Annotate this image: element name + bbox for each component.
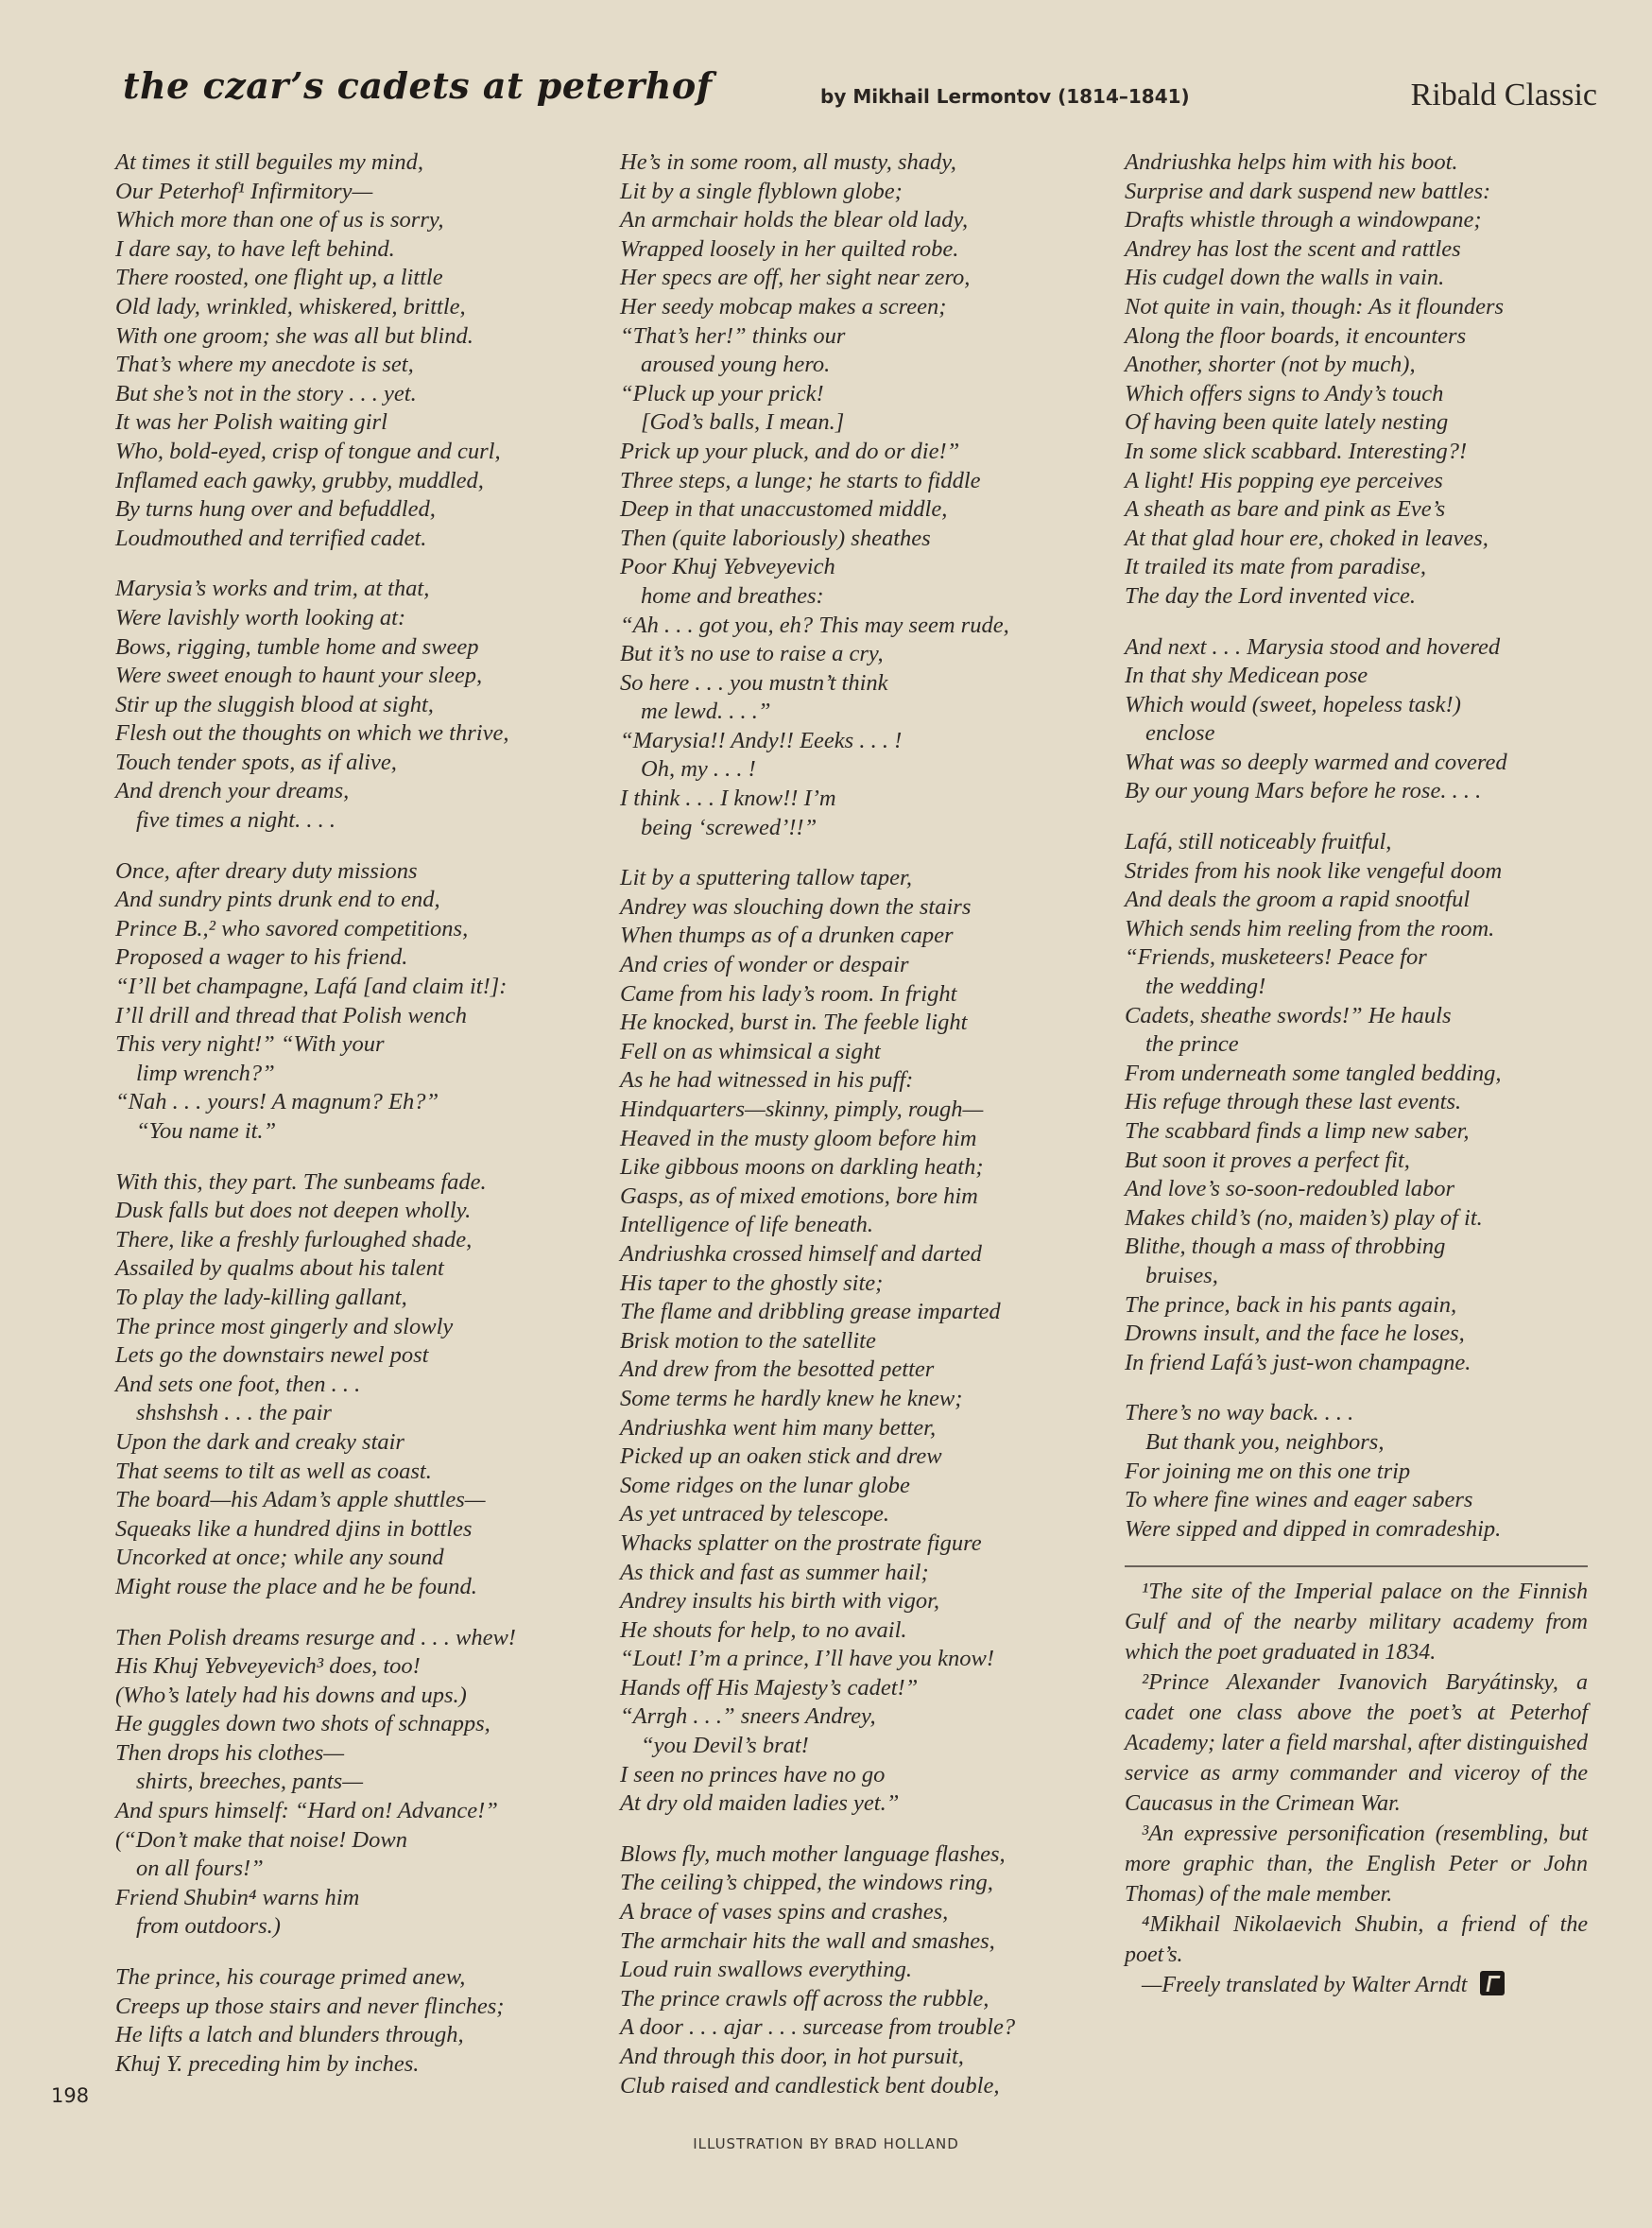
poem-line: He shouts for help, to no avail. bbox=[620, 1616, 907, 1643]
poem-line: The ceiling’s chipped, the windows ring, bbox=[620, 1870, 993, 1896]
poem-line: being ‘screwed’!!” bbox=[641, 814, 817, 840]
poem-line: Lit by a sputtering tallow taper, bbox=[620, 865, 912, 891]
poem-line: For joining me on this one trip bbox=[1125, 1458, 1411, 1484]
footnote-3: ³An expressive personification (resembling, but more graphic than, the English Peter or John Thomas) of the male member. bbox=[1125, 1822, 1588, 1908]
poem-line: Blithe, though a mass of throbbing bbox=[1125, 1234, 1446, 1260]
poem-line: Andrey insults his birth with vigor, bbox=[620, 1588, 940, 1615]
poem-line: He guggles down two shots of schnapps, bbox=[115, 1711, 490, 1737]
poem-line: As yet untraced by telescope. bbox=[620, 1501, 890, 1528]
poem-line: And spurs himself: “Hard on! Advance!” bbox=[115, 1798, 498, 1824]
poem-line: “Pluck up your prick! bbox=[620, 380, 824, 406]
article-byline: by Mikhail Lermontov (1814–1841) bbox=[820, 85, 1190, 108]
poem-line: “You name it.” bbox=[136, 1118, 277, 1144]
stanza bbox=[115, 575, 607, 835]
poem-line: Touch tender spots, as if alive, bbox=[115, 749, 397, 775]
stanza bbox=[115, 1963, 607, 2079]
stanza bbox=[115, 1168, 607, 1602]
poem-line: “Nah . . . yours! A magnum? Eh?” bbox=[115, 1089, 439, 1115]
poem-line: But soon it proves a perfect fit, bbox=[1125, 1147, 1410, 1173]
poem-line: It trailed its mate from paradise, bbox=[1125, 554, 1426, 580]
poem-line: Drowns insult, and the face he loses, bbox=[1125, 1321, 1465, 1347]
poem-column-2 bbox=[620, 148, 1111, 2122]
poem-line: And cries of wonder or despair bbox=[620, 952, 909, 978]
poem-line: His refuge through these last events. bbox=[1125, 1089, 1462, 1115]
poem-line: Strides from his nook like vengeful doom bbox=[1125, 857, 1503, 884]
translator-credit-line bbox=[1125, 1970, 1588, 2000]
poem-line: Cadets, sheathe swords!” He hauls bbox=[1125, 1002, 1452, 1028]
stanza bbox=[1125, 633, 1616, 807]
poem-line: (Who’s lately had his downs and ups.) bbox=[115, 1682, 467, 1708]
poem-line: In that shy Medicean pose bbox=[1125, 663, 1368, 689]
poem-line: Of having been quite lately nesting bbox=[1125, 409, 1449, 436]
poem-line: the prince bbox=[1145, 1031, 1239, 1058]
poem-line: And love’s so-soon-redoubled labor bbox=[1125, 1176, 1455, 1202]
poem-line: With this, they part. The sunbeams fade. bbox=[115, 1168, 487, 1195]
poem-line: Lets go the downstairs newel post bbox=[115, 1342, 429, 1369]
poem-line: aroused young hero. bbox=[641, 352, 831, 378]
poem-line: And through this door, in hot pursuit, bbox=[620, 2044, 964, 2069]
poem-line: Khuj Y. preceding him by inches. bbox=[115, 2050, 420, 2077]
poem-line: He knocked, burst in. The feeble light bbox=[620, 1010, 968, 1036]
stanza bbox=[620, 864, 1111, 1819]
poem-line: Along the floor boards, it encounters bbox=[1125, 322, 1467, 349]
stanza bbox=[620, 1840, 1111, 2100]
poem-line: Surprise and dark suspend new battles: bbox=[1125, 178, 1491, 204]
poem-line: This very night!” “With your bbox=[115, 1031, 385, 1058]
poem-line: Assailed by qualms about his talent bbox=[115, 1255, 444, 1282]
poem-line: Some terms he hardly knew he knew; bbox=[620, 1385, 963, 1411]
poem-line: A brace of vases spins and crashes, bbox=[620, 1899, 949, 1926]
poem-line: “I’ll bet champagne, Lafá [and claim it!]: bbox=[115, 974, 508, 1000]
stanza bbox=[115, 1624, 607, 1943]
poem-line: Drafts whistle through a windowpane; bbox=[1125, 207, 1482, 233]
stanza bbox=[1125, 148, 1616, 612]
poem-line: Fell on as whimsical a sight bbox=[620, 1038, 881, 1064]
poem-line: At dry old maiden ladies yet.” bbox=[620, 1790, 900, 1817]
poem-line: five times a night. . . . bbox=[136, 807, 336, 834]
poem-line: Not quite in vain, though: As it flounders bbox=[1125, 293, 1505, 320]
poem-line: Were sipped and dipped in comradeship. bbox=[1125, 1515, 1502, 1542]
poem-line: Lafá, still noticeably fruitful, bbox=[1125, 829, 1392, 855]
poem-line: from outdoors.) bbox=[136, 1913, 281, 1940]
article-header bbox=[123, 64, 1597, 121]
footnote-2: ²Prince Alexander Ivanovich Baryátinsky, a cadet one class above the poet’s at Peterhof Academy; later a field marshal, after distinguished service as army commander and viceroy of the Caucasus in the Crimean War. bbox=[1125, 1670, 1588, 1817]
poem-line: Picked up an oaken stick and drew bbox=[620, 1443, 942, 1470]
poem-line: Our Peterhof¹ Infirmitory— bbox=[115, 178, 373, 204]
poem-line: [God’s balls, I mean.] bbox=[641, 409, 845, 436]
poem-line: As thick and fast as summer hail; bbox=[620, 1559, 929, 1585]
poem-line: In friend Lafá’s just-won champagne. bbox=[1125, 1349, 1471, 1375]
illustration-credit: ILLUSTRATION BY BRAD HOLLAND bbox=[693, 2135, 959, 2152]
poem-line: Her specs are off, her sight near zero, bbox=[620, 265, 971, 291]
rabbit-head-logo-icon bbox=[1480, 1971, 1505, 1995]
poem-line: Bows, rigging, tumble home and sweep bbox=[115, 633, 479, 660]
poem-line: Hindquarters—skinny, pimply, rough— bbox=[620, 1097, 984, 1122]
poem-line: Inflamed each gawky, grubby, muddled, bbox=[115, 467, 484, 493]
poem-line: Lit by a single flyblown globe; bbox=[620, 178, 903, 204]
poem-line: Club raised and candlestick bent double, bbox=[620, 2072, 1000, 2098]
poem-line: shirts, breeches, pants— bbox=[136, 1769, 363, 1795]
poem-line: The prince, back in his pants again, bbox=[1125, 1291, 1457, 1318]
poem-line: There roosted, one flight up, a little bbox=[115, 265, 443, 291]
poem-line: But it’s no use to raise a cry, bbox=[620, 641, 884, 667]
poem-line: on all fours!” bbox=[136, 1856, 264, 1882]
poem-column-3-stanzas bbox=[1125, 148, 1616, 1544]
poem-line: Then (quite laboriously) sheathes bbox=[620, 525, 931, 551]
poem-line: Upon the dark and creaky stair bbox=[115, 1428, 404, 1455]
poem-line: A light! His popping eye perceives bbox=[1125, 467, 1443, 493]
poem-line: Wrapped loosely in her quilted robe. bbox=[620, 235, 959, 262]
poem-line: Friend Shubin⁴ warns him bbox=[115, 1884, 360, 1910]
poem-line: There’s no way back. . . . bbox=[1125, 1400, 1354, 1426]
poem-line: With one groom; she was all but blind. bbox=[115, 322, 473, 349]
poem-line: The board—his Adam’s apple shuttles— bbox=[115, 1487, 486, 1513]
poem-line: By turns hung over and befuddled, bbox=[115, 496, 436, 523]
poem-line: Prick up your pluck, and do or die!” bbox=[620, 438, 960, 464]
poem-line: home and breathes: bbox=[641, 582, 824, 609]
poem-line: “That’s her!” thinks our bbox=[620, 322, 846, 349]
poem-line: shshshsh . . . the pair bbox=[136, 1400, 332, 1426]
poem-line: Were lavishly worth looking at: bbox=[115, 604, 406, 630]
poem-line: Andriushka helps him with his boot. bbox=[1125, 149, 1458, 175]
poem-line: Another, shorter (not by much), bbox=[1125, 352, 1416, 378]
stanza bbox=[115, 148, 607, 553]
poem-line: Which would (sweet, hopeless task!) bbox=[1125, 691, 1461, 717]
page-number: 198 bbox=[51, 2084, 90, 2107]
poem-line: As he had witnessed in his puff: bbox=[620, 1067, 914, 1094]
poem-line: Three steps, a lunge; he starts to fiddle bbox=[620, 467, 981, 493]
poem-line: And drew from the besotted petter bbox=[620, 1356, 935, 1383]
poem-line: Then Polish dreams resurge and . . . whew! bbox=[115, 1624, 516, 1650]
poem-line: At that glad hour ere, choked in leaves, bbox=[1125, 525, 1489, 551]
poem-line: Loudmouthed and terrified cadet. bbox=[115, 525, 427, 551]
poem-line: bruises, bbox=[1145, 1262, 1218, 1288]
poem-line: Stir up the sluggish blood at sight, bbox=[115, 691, 434, 717]
poem-line: The scabbard finds a limp new saber, bbox=[1125, 1118, 1470, 1144]
poem-line: His cudgel down the walls in vain. bbox=[1125, 265, 1445, 291]
poem-line: To where fine wines and eager sabers bbox=[1125, 1487, 1473, 1513]
poem-line: Oh, my . . . ! bbox=[641, 756, 756, 783]
poem-line: It was her Polish waiting girl bbox=[115, 409, 387, 436]
poem-line: “Ah . . . got you, eh? This may seem rude, bbox=[620, 612, 1009, 638]
poem-line: enclose bbox=[1145, 720, 1215, 747]
poem-line: A sheath as bare and pink as Eve’s bbox=[1125, 496, 1446, 523]
poem-line: me lewd. . . .” bbox=[641, 699, 771, 725]
poem-line: Whacks splatter on the prostrate figure bbox=[620, 1529, 982, 1556]
poem-line: To play the lady-killing gallant, bbox=[115, 1284, 407, 1310]
poem-line: Deep in that unaccustomed middle, bbox=[620, 496, 948, 523]
poem-line: Hands off His Majesty’s cadet!” bbox=[620, 1674, 919, 1701]
poem-line: Her seedy mobcap makes a screen; bbox=[620, 293, 947, 320]
poem-line: His Khuj Yebveyevich³ does, too! bbox=[115, 1653, 421, 1680]
stanza bbox=[115, 857, 607, 1147]
poem-line: Were sweet enough to haunt your sleep, bbox=[115, 663, 483, 689]
poem-line: And next . . . Marysia stood and hovered bbox=[1125, 633, 1501, 660]
poem-line: Who, bold-eyed, crisp of tongue and curl, bbox=[115, 438, 501, 464]
poem-line: And deals the groom a rapid snootful bbox=[1125, 887, 1471, 913]
poem-line: Andrey was slouching down the stairs bbox=[620, 893, 972, 920]
poem-line: Poor Khuj Yebveyevich bbox=[620, 554, 835, 580]
poem-line: At times it still beguiles my mind, bbox=[115, 149, 423, 175]
poem-line: Gasps, as of mixed emotions, bore him bbox=[620, 1183, 978, 1209]
section-label: Ribald Classic bbox=[1410, 78, 1597, 112]
stanza bbox=[620, 148, 1111, 842]
poem-line: That seems to tilt as well as coast. bbox=[115, 1458, 432, 1484]
poem-line: “Marysia!! Andy!! Eeeks . . . ! bbox=[620, 727, 903, 753]
poem-line: Like gibbous moons on darkling heath; bbox=[620, 1154, 984, 1181]
poem-line: (“Don’t make that noise! Down bbox=[115, 1826, 407, 1853]
poem-line: Proposed a wager to his friend. bbox=[115, 944, 408, 971]
poem-line: Brisk motion to the satellite bbox=[620, 1327, 876, 1354]
poem-line: Makes child’s (no, maiden’s) play of it. bbox=[1125, 1204, 1483, 1231]
poem-line: Andrey has lost the scent and rattles bbox=[1125, 235, 1461, 262]
poem-line: Blows fly, much mother language flashes, bbox=[620, 1840, 1006, 1867]
poem-line: The prince most gingerly and slowly bbox=[115, 1313, 454, 1339]
poem-line: Uncorked at once; while any sound bbox=[115, 1545, 444, 1571]
poem-line: There, like a freshly furloughed shade, bbox=[115, 1226, 473, 1252]
poem-line: Heaved in the musty gloom before him bbox=[620, 1125, 977, 1151]
article-title: the czar’s cadets at peterhof bbox=[123, 64, 713, 107]
poem-line: Which sends him reeling from the room. bbox=[1125, 915, 1495, 941]
footnote-divider bbox=[1125, 1565, 1588, 1567]
poem-line: Marysia’s works and trim, at that, bbox=[115, 576, 430, 602]
poem-line: Some ridges on the lunar globe bbox=[620, 1472, 910, 1498]
poem-line: I’ll drill and thread that Polish wench bbox=[115, 1002, 468, 1028]
poem-line: And sets one foot, then . . . bbox=[115, 1371, 361, 1397]
poem-line: But she’s not in the story . . . yet. bbox=[115, 380, 417, 406]
poem-line: Then drops his clothes— bbox=[115, 1739, 345, 1766]
translator-credit: —Freely translated by Walter Arndt bbox=[1142, 1973, 1468, 1998]
poem-line: When thumps as of a drunken caper bbox=[620, 923, 954, 949]
poem-column-3 bbox=[1125, 148, 1616, 2000]
poem-line: The flame and dribbling grease imparted bbox=[620, 1299, 1001, 1325]
poem-line: In some slick scabbard. Interesting?! bbox=[1125, 438, 1468, 464]
poem-line: A door . . . ajar . . . surcease from trouble? bbox=[620, 2014, 1016, 2041]
poem-line: The day the Lord invented vice. bbox=[1125, 582, 1416, 609]
poem-line: He lifts a latch and blunders through, bbox=[115, 2022, 464, 2048]
poem-line: The prince, his courage primed anew, bbox=[115, 1964, 466, 1991]
poem-line: And sundry pints drunk end to end, bbox=[115, 887, 440, 913]
poem-line: Intelligence of life beneath. bbox=[620, 1212, 874, 1238]
poem-line: I dare say, to have left behind. bbox=[115, 235, 395, 262]
poem-line: I think . . . I know!! I’m bbox=[620, 786, 836, 812]
poem-line: Prince B.,² who savored competitions, bbox=[115, 915, 469, 941]
poem-line: Came from his lady’s room. In fright bbox=[620, 980, 957, 1007]
poem-line: His taper to the ghostly site; bbox=[620, 1269, 884, 1296]
poem-line: An armchair holds the blear old lady, bbox=[620, 207, 969, 233]
poem-line: Flesh out the thoughts on which we thrive, bbox=[115, 720, 509, 747]
poem-line: What was so deeply warmed and covered bbox=[1125, 749, 1507, 775]
poem-line: “Arrgh . . .” sneers Andrey, bbox=[620, 1703, 876, 1730]
poem-line: From underneath some tangled bedding, bbox=[1125, 1060, 1502, 1086]
poem-line: Andriushka went him many better, bbox=[620, 1414, 937, 1441]
poem-line: He’s in some room, all musty, shady, bbox=[620, 149, 956, 175]
poem-line: Old lady, wrinkled, whiskered, brittle, bbox=[115, 293, 466, 320]
poem-line: Might rouse the place and he be found. bbox=[115, 1573, 477, 1599]
footnotes bbox=[1125, 1577, 1588, 2000]
poem-line: Creeps up those stairs and never flinches; bbox=[115, 1993, 505, 2019]
poem-line: That’s where my anecdote is set, bbox=[115, 352, 414, 378]
poem-column-1 bbox=[115, 148, 607, 2100]
poem-line: And drench your dreams, bbox=[115, 778, 350, 804]
poem-line: Which offers signs to Andy’s touch bbox=[1125, 380, 1444, 406]
poem-line: the wedding! bbox=[1145, 974, 1266, 1000]
poem-line: “you Devil’s brat! bbox=[641, 1733, 809, 1759]
poem-line: Squeaks like a hundred djins in bottles bbox=[115, 1515, 473, 1542]
stanza bbox=[1125, 1399, 1616, 1544]
poem-line: “Lout! I’m a prince, I’ll have you know! bbox=[620, 1646, 994, 1672]
poem-line: I seen no princes have no go bbox=[620, 1761, 886, 1788]
poem-line: “Friends, musketeers! Peace for bbox=[1125, 944, 1427, 971]
poem-line: Which more than one of us is sorry, bbox=[115, 207, 444, 233]
poem-line: Dusk falls but does not deepen wholly. bbox=[115, 1198, 472, 1224]
stanza bbox=[1125, 828, 1616, 1377]
footnote-1: ¹The site of the Imperial palace on the Finnish Gulf and of the nearby military academy from which the poet graduated in 1834. bbox=[1125, 1580, 1588, 1666]
poem-line: The armchair hits the wall and smashes, bbox=[620, 1927, 995, 1954]
poem-line: By our young Mars before he rose. . . . bbox=[1125, 778, 1482, 804]
poem-line: limp wrench?” bbox=[136, 1060, 275, 1086]
poem-line: Andriushka crossed himself and darted bbox=[620, 1240, 982, 1267]
poem-line: Once, after dreary duty missions bbox=[115, 857, 418, 884]
poem-line: So here . . . you mustn’t think bbox=[620, 669, 888, 696]
footnote-4: ⁴Mikhail Nikolaevich Shubin, a friend of the poet’s. bbox=[1125, 1912, 1588, 1968]
poem-line: The prince crawls off across the rubble, bbox=[620, 1985, 989, 2012]
poem-line: But thank you, neighbors, bbox=[1145, 1428, 1385, 1455]
poem-line: Loud ruin swallows everything. bbox=[620, 1957, 912, 1983]
